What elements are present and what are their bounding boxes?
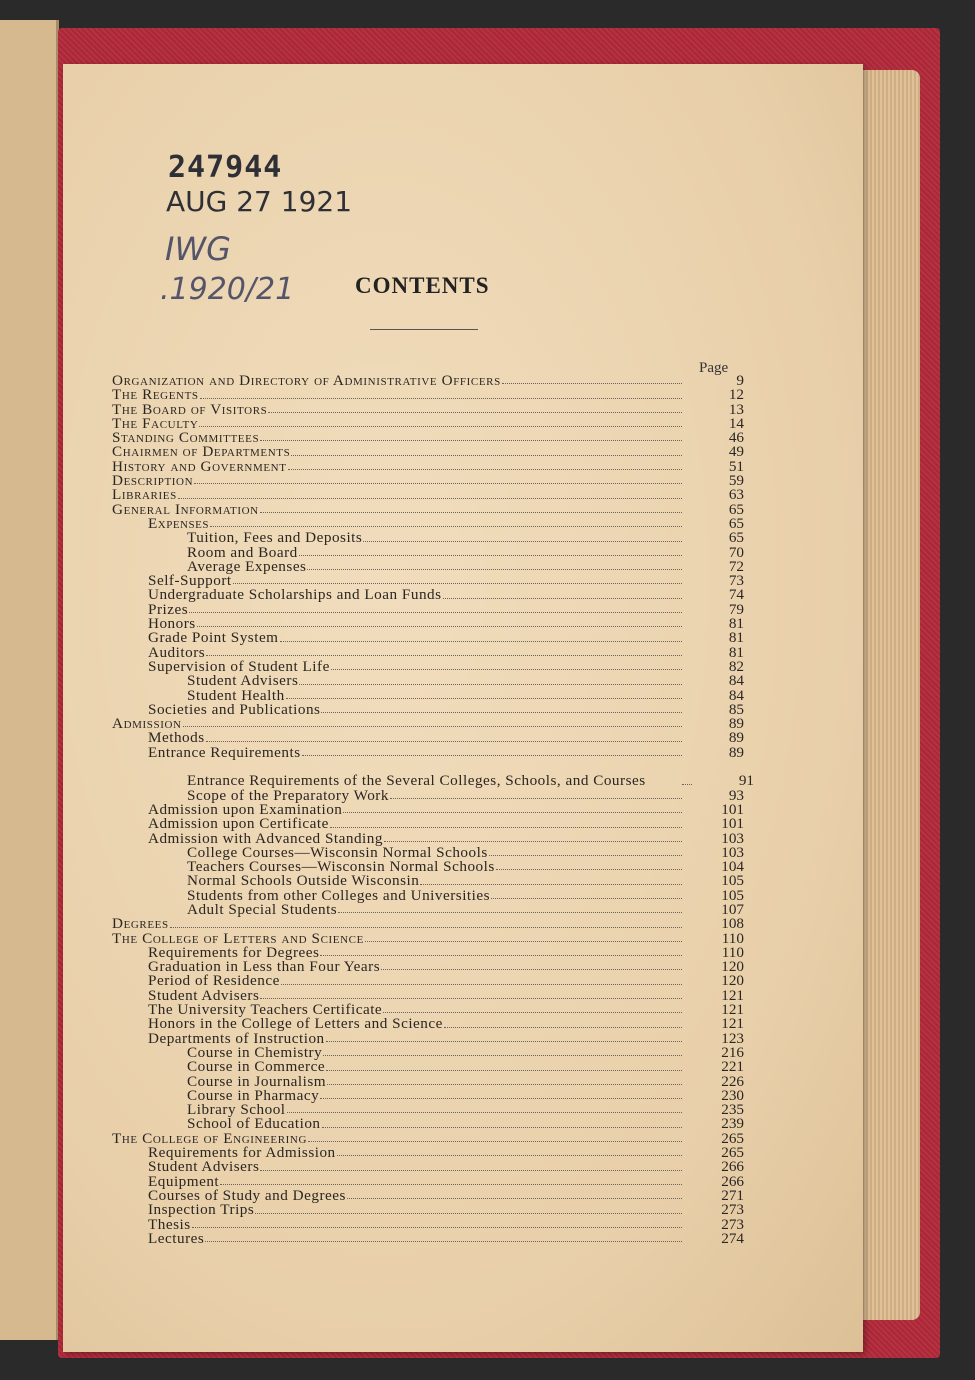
toc-entry-title: Library School: [187, 1101, 286, 1119]
dot-leader: [206, 741, 682, 742]
dot-leader: [337, 1155, 682, 1156]
toc-entry-page: 226: [721, 1072, 744, 1090]
toc-entry-page: 85: [728, 700, 744, 718]
dot-leader: [220, 1184, 682, 1185]
toc-entry-page: 46: [728, 429, 744, 447]
toc-entry-page: 123: [721, 1029, 744, 1047]
dot-leader: [365, 941, 682, 942]
toc-entry-title: Description: [112, 472, 194, 490]
toc-entry-title: Libraries: [112, 486, 177, 504]
toc-entry-page: 101: [721, 800, 744, 818]
dot-leader: [347, 1198, 682, 1199]
toc-entry-page: 63: [728, 486, 744, 504]
dot-leader: [381, 969, 682, 970]
dot-leader: [491, 898, 682, 899]
toc-entry-page: 271: [721, 1186, 744, 1204]
toc-entry: [112, 1229, 744, 1247]
toc-entry-page: 105: [721, 886, 744, 904]
dot-leader: [178, 498, 682, 499]
toc-entry-page: 81: [728, 643, 744, 661]
toc-entry-title: Expenses: [148, 514, 209, 532]
toc-entry-title: Auditors: [148, 643, 206, 661]
dot-leader: [299, 684, 682, 685]
toc-entry: [112, 457, 744, 475]
toc-entry-page: 65: [728, 529, 744, 547]
toc-entry-page: 91: [738, 772, 754, 790]
toc-entry-page: 121: [721, 1015, 744, 1033]
dot-leader: [390, 798, 682, 799]
toc-entry-page: 239: [721, 1115, 744, 1133]
dot-leader: [280, 641, 683, 642]
toc-entry-title: Admission upon Examination: [148, 800, 343, 818]
toc-entry-page: 101: [721, 815, 744, 833]
toc-entry-page: 265: [721, 1144, 744, 1162]
toc-entry-page: 105: [721, 872, 744, 890]
toc-entry-title: The Faculty: [112, 414, 199, 432]
toc-entry-title: Normal Schools Outside Wisconsin: [187, 872, 420, 890]
toc-entry: [112, 760, 754, 790]
toc-entry-page: 79: [728, 600, 744, 618]
toc-entry: [112, 743, 744, 761]
toc-entry-title: Student Advisers: [148, 1158, 260, 1176]
dot-leader: [200, 398, 682, 399]
toc-entry-page: 273: [721, 1215, 744, 1233]
toc-entry-page: 103: [721, 829, 744, 847]
dot-leader: [288, 469, 682, 470]
dot-leader: [302, 755, 682, 756]
dot-leader: [260, 440, 682, 441]
toc-entry-page: 266: [721, 1172, 744, 1190]
dot-leader: [299, 555, 682, 556]
toc-entry-title: School of Education: [187, 1115, 321, 1133]
toc-entry-page: 265: [721, 1129, 744, 1147]
toc-entry-title: Standing Committees: [112, 429, 260, 447]
toc-entry-page: 72: [728, 557, 744, 575]
dot-leader: [327, 1084, 682, 1085]
toc-entry-title: General Information: [112, 500, 259, 518]
dot-leader: [338, 912, 682, 913]
toc-entry-title: Self-Support: [148, 572, 232, 590]
toc-entry-title: The Board of Visitors: [112, 400, 268, 418]
toc-entry: [112, 631, 744, 645]
toc-entry-title: Societies and Publications: [148, 700, 321, 718]
toc-entry-page: 216: [721, 1043, 744, 1061]
toc-entry-page: 274: [721, 1229, 744, 1247]
toc-entry-page: 9: [736, 372, 744, 389]
dot-leader: [194, 483, 682, 484]
toc-entry-page: 51: [728, 457, 744, 475]
toc-entry-page: 120: [721, 958, 744, 976]
toc-entry-page: 110: [721, 943, 744, 961]
toc-entry-page: 82: [728, 657, 744, 675]
toc-entry: [112, 474, 744, 488]
toc-entry-title: Student Advisers: [187, 672, 299, 690]
toc-entry-page: 89: [728, 715, 744, 733]
toc-entry-title: Courses of Study and Degrees: [148, 1186, 346, 1204]
dot-leader: [444, 1027, 682, 1028]
dot-leader: [321, 712, 682, 713]
toc-entry: [112, 600, 744, 618]
dot-leader: [326, 1041, 682, 1042]
toc-entry-page: 70: [728, 543, 744, 561]
toc-entry-title: Lectures: [148, 1229, 205, 1247]
toc-entry-title: Chairmen of Departments: [112, 443, 291, 461]
toc-entry-page: 110: [721, 929, 744, 947]
toc-entry: [112, 374, 744, 388]
toc-entry-page: 93: [728, 786, 744, 804]
toc-entry-title: Organization and Directory of Administrative Officers: [112, 372, 501, 389]
toc-entry: [112, 588, 744, 602]
dot-leader: [307, 569, 682, 570]
dot-leader: [320, 955, 682, 956]
dot-leader: [286, 698, 682, 699]
toc-entry-page: 108: [721, 915, 744, 933]
toc-entry-title: Student Advisers: [148, 986, 260, 1004]
dot-leader: [320, 1098, 682, 1099]
toc-entry-title: Methods: [148, 729, 205, 747]
toc-entry-title: History and Government: [112, 457, 287, 475]
toc-entry-title: Course in Journalism: [187, 1072, 327, 1090]
toc-entry-page: 89: [728, 729, 744, 747]
toc-entry-page: 235: [721, 1101, 744, 1119]
toc-entry-page: 120: [721, 972, 744, 990]
dot-leader: [281, 984, 682, 985]
toc-entry-page: 104: [721, 858, 744, 876]
dot-leader: [210, 526, 682, 527]
handwritten-call-mark: IWG: [165, 230, 231, 268]
toc-entry-page: 65: [728, 500, 744, 518]
toc-entry-page: 266: [721, 1158, 744, 1176]
dot-leader: [260, 512, 682, 513]
toc-entry-title: Teachers Courses—Wisconsin Normal Schools: [187, 858, 495, 876]
toc-entry-page: 89: [728, 743, 744, 761]
dot-leader: [260, 998, 682, 999]
toc-entry-title: Honors in the College of Letters and Science: [148, 1015, 443, 1033]
toc-entry-page: 230: [721, 1086, 744, 1104]
toc-entry-page: 49: [728, 443, 744, 461]
toc-entry-title: Grade Point System: [148, 629, 279, 647]
dot-leader: [205, 1241, 682, 1242]
dot-leader: [170, 927, 682, 928]
dot-leader: [287, 1112, 682, 1113]
toc-entry: [112, 1203, 744, 1217]
dot-leader: [682, 784, 692, 785]
page-column-header: Page: [699, 360, 729, 376]
toc-entry-title: Students from other Colleges and Universities: [187, 886, 491, 904]
dot-leader: [489, 855, 682, 856]
toc-entry-page: 14: [728, 414, 744, 432]
toc-entry-page: 65: [728, 514, 744, 532]
dot-leader: [206, 655, 682, 656]
toc-entry-title: Average Expenses: [187, 557, 307, 575]
toc-entry-page: 221: [721, 1058, 744, 1076]
toc-entry: [112, 400, 744, 418]
toc-entry-page: 84: [728, 686, 744, 704]
toc-entry-title: Student Health: [187, 686, 285, 704]
toc-entry-title: Entrance Requirements: [148, 743, 301, 761]
toc-entry: [112, 900, 744, 918]
toc-entry-title: Equipment: [148, 1172, 220, 1190]
toc-entry-title: The Regents: [112, 386, 199, 404]
dot-leader: [443, 598, 682, 599]
dot-leader: [291, 455, 682, 456]
toc-entry-page: 84: [728, 672, 744, 690]
toc-entry-title: Admission with Advanced Standing: [148, 829, 383, 847]
toc-entry-page: 74: [728, 586, 744, 604]
toc-entry-title: Prizes: [148, 600, 189, 618]
toc-entry-page: 107: [721, 900, 744, 918]
toc-entry-page: 273: [721, 1201, 744, 1219]
toc-entry-title: Room and Board: [187, 543, 298, 561]
dot-leader: [197, 626, 682, 627]
toc-entry: [112, 1215, 744, 1233]
toc-entry: [112, 717, 744, 731]
dot-leader: [268, 412, 682, 413]
dot-leader: [260, 1170, 682, 1171]
dot-leader: [326, 1070, 682, 1071]
toc-entry-page: 121: [721, 1001, 744, 1019]
toc-entry-page: 73: [728, 572, 744, 590]
date-stamp: AUG 27 1921: [166, 185, 353, 218]
toc-entry-page: 13: [728, 400, 744, 418]
table-of-contents: [112, 372, 754, 1247]
toc-entry-page: 59: [728, 472, 744, 490]
toc-entry-title: Period of Residence: [148, 972, 280, 990]
facing-page-edge: [0, 20, 59, 1340]
toc-entry-title: Scope of the Preparatory Work: [187, 786, 389, 804]
dot-leader: [322, 1127, 682, 1128]
toc-entry-title: Course in Commerce: [187, 1058, 326, 1076]
toc-entry-page: 81: [728, 629, 744, 647]
toc-entry: [112, 700, 744, 718]
dot-leader: [189, 612, 682, 613]
toc-entry-title: Departments of Instruction: [148, 1029, 325, 1047]
toc-entry-title: Admission upon Certificate: [148, 815, 329, 833]
toc-entry-page: 81: [728, 615, 744, 633]
toc-entry-page: 12: [728, 386, 744, 404]
dot-leader: [496, 869, 682, 870]
toc-entry-title: College Courses—Wisconsin Normal Schools: [187, 843, 488, 861]
dot-leader: [199, 426, 682, 427]
toc-entry-title: Degrees: [112, 915, 169, 933]
page-title: CONTENTS: [355, 273, 490, 298]
dot-leader: [343, 812, 682, 813]
toc-entry-title: Tuition, Fees and Deposits: [187, 529, 363, 547]
toc-entry-title: Adult Special Students: [187, 900, 338, 918]
toc-entry-title: The College of Engineering: [112, 1129, 307, 1147]
toc-entry-title: Thesis: [148, 1215, 191, 1233]
dot-leader: [192, 1227, 682, 1228]
toc-entry-title: Requirements for Admission: [148, 1144, 336, 1162]
toc-entry-title: Admission: [112, 715, 182, 733]
toc-entry-page: 121: [721, 986, 744, 1004]
toc-entry-title: Supervision of Student Life: [148, 657, 330, 675]
toc-entry-title: Inspection Trips: [148, 1201, 255, 1219]
dot-leader: [420, 884, 682, 885]
dot-leader: [255, 1213, 682, 1214]
toc-entry-title: Honors: [148, 615, 196, 633]
dot-leader: [233, 583, 682, 584]
toc-entry-title: Course in Chemistry: [187, 1043, 323, 1061]
dot-leader: [384, 841, 682, 842]
dot-leader: [331, 669, 682, 670]
dot-leader: [502, 383, 682, 384]
toc-entry-title: The University Teachers Certificate: [148, 1001, 383, 1019]
toc-entry-title: Undergraduate Scholarships and Loan Funds: [148, 586, 442, 604]
toc-entry-title: The College of Letters and Science: [112, 929, 364, 947]
toc-entry-title: Graduation in Less than Four Years: [148, 958, 381, 976]
dot-leader: [183, 726, 682, 727]
toc-entry-title: Entrance Requirements of the Several Colleges, Schools, and Courses: [187, 772, 646, 790]
dot-leader: [323, 1055, 682, 1056]
dot-leader: [308, 1141, 682, 1142]
dot-leader: [330, 827, 682, 828]
toc-entry-title: Course in Pharmacy: [187, 1086, 320, 1104]
dot-leader: [363, 541, 682, 542]
title-rule: [370, 329, 478, 330]
accession-stamp: 247944: [168, 150, 283, 185]
toc-entry-title: Requirements for Degrees: [148, 943, 320, 961]
dot-leader: [383, 1012, 682, 1013]
toc-entry-page: 103: [721, 843, 744, 861]
handwritten-year: .1920/21: [160, 272, 295, 307]
